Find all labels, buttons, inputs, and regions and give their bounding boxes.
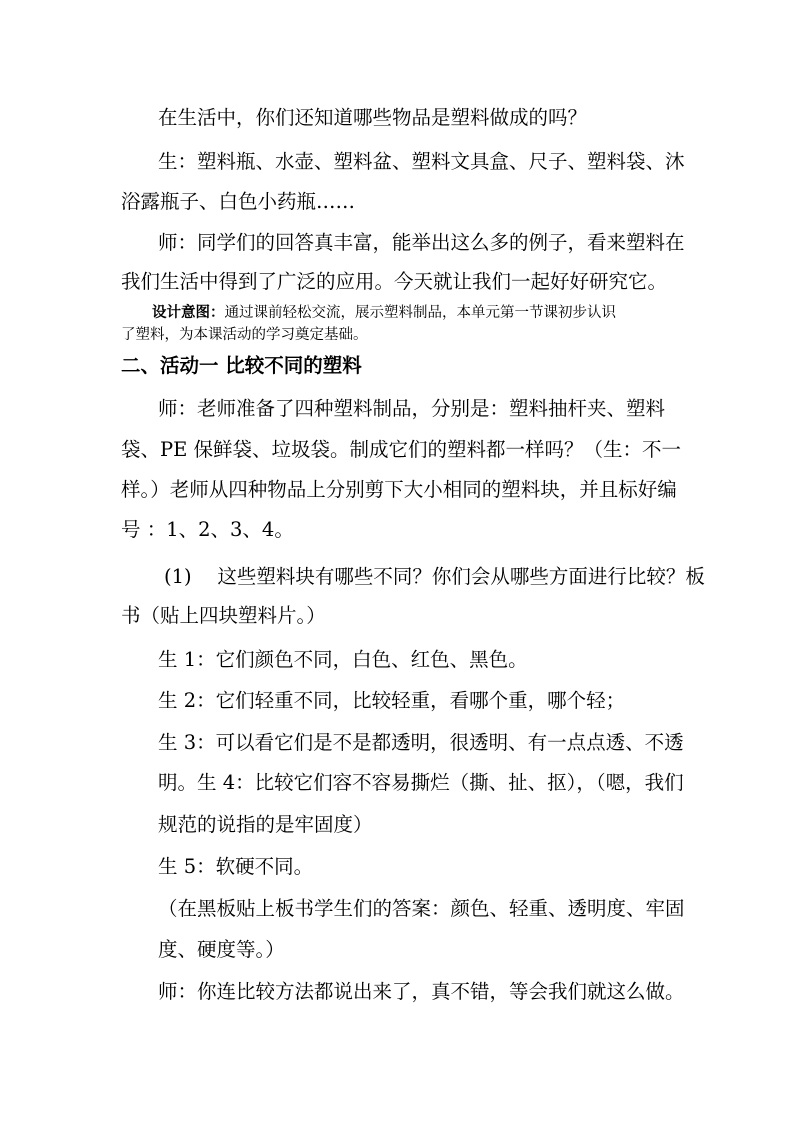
text-line: 浴露瓶子、白色小药瓶…… [121, 190, 356, 213]
design-intent-text: 通过课前轻松交流，展示塑料制品，本单元第一节课初步认识 [224, 305, 616, 321]
design-intent-label: 设计意图： [152, 304, 225, 321]
text-line: 在生活中，你们还知道哪些物品是塑料做成的吗？ [158, 106, 588, 129]
text-line: 书（贴上四块塑料片。） [121, 604, 326, 627]
text-line: 度、硬度等。） [158, 938, 285, 961]
design-intent-line [152, 304, 616, 322]
text-line: 号 ：1、2、3、4。 [121, 518, 294, 541]
text-line: 师：同学们的回答真丰富，能举出这么多的例子，看来塑料在 [158, 231, 685, 254]
text-line: (1) 这些塑料块有哪些不同？你们会从哪些方面进行比较？板 [164, 565, 705, 588]
text-line: （在黑板贴上板书学生们的答案：颜色、轻重、透明度、牢固 [158, 897, 685, 920]
text-line: 袋、PE 保鲜袋、垃圾袋。制成它们的塑料都一样吗？（生：不一 [121, 438, 682, 461]
design-intent-line: 了塑料，为本课活动的学习奠定基础。 [121, 327, 368, 343]
text-line: 生 3：可以看它们是不是都透明，很透明、有一点点透、不透 [158, 731, 684, 754]
text-line: 师：你连比较方法都说出来了，真不错，等会我们就这么做。 [158, 980, 685, 1003]
text-line: 生 1：它们颜色不同，白色、红色、黑色。 [158, 648, 528, 671]
text-line: 师：老师准备了四种塑料制品，分别是：塑料抽杆夹、塑料 [158, 397, 666, 420]
text-line: 生 2：它们轻重不同，比较轻重，看哪个重，哪个轻； [158, 689, 626, 712]
text-line: 样。）老师从四种物品上分别剪下大小相同的塑料块，并且标好编 [121, 478, 677, 501]
section-heading: 二、活动一 比较不同的塑料 [121, 354, 362, 377]
text-line: 生：塑料瓶、水壶、塑料盆、塑料文具盒、尺子、塑料袋、沐 [158, 150, 685, 173]
text-line: 明。生 4：比较它们容不容易撕烂（撕、扯、抠），（嗯，我们 [158, 771, 684, 794]
text-line: 规范的说指的是牢固度） [158, 813, 373, 836]
text-line: 生 5：软硬不同。 [158, 855, 314, 878]
text-line: 我们生活中得到了广泛的应用。今天就让我们一起好好研究它。 [121, 270, 668, 293]
